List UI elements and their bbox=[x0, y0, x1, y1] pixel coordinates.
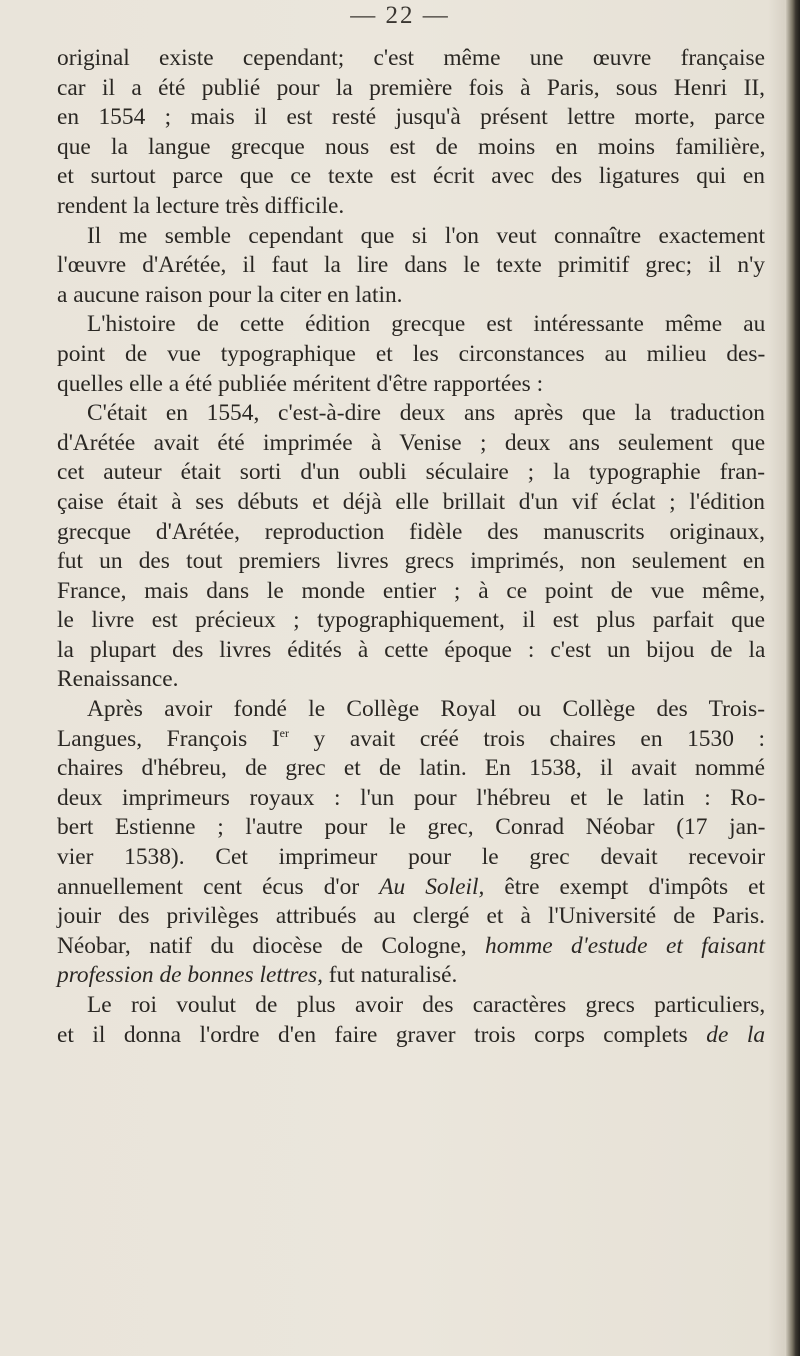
text-line bbox=[57, 547, 765, 577]
text-line bbox=[57, 340, 765, 370]
text-segment: que la langue grecque nous est de moins en moins familière, bbox=[57, 133, 766, 160]
text-line bbox=[57, 695, 765, 725]
text-line bbox=[57, 281, 765, 311]
text-line bbox=[57, 754, 765, 784]
text-segment: chaires d'hébreu, de grec et de latin. En 1538, il avait nommé bbox=[57, 755, 765, 782]
text-segment: et surtout parce que ce texte est écrit avec des ligatures qui en bbox=[57, 163, 765, 190]
text-segment: fut naturalisé. bbox=[322, 962, 458, 989]
text-segment: en 1554 ; mais il est resté jusqu'à présent lettre morte, parce bbox=[57, 104, 765, 131]
text-line bbox=[57, 162, 765, 192]
text-segment: Après avoir fondé le Collège Royal ou Collège des Trois- bbox=[87, 696, 765, 723]
page-edge-shadow bbox=[786, 0, 800, 1356]
italic-segment: Au Soleil, bbox=[379, 873, 485, 900]
text-segment: L'histoire de cette édition grecque est intéressante même au bbox=[87, 311, 766, 338]
text-segment: rendent la lecture très difficile. bbox=[57, 192, 345, 219]
italic-segment: profession de bonnes lettres, bbox=[57, 962, 323, 989]
text-line bbox=[57, 251, 765, 281]
text-segment: deux imprimeurs royaux : l'un pour l'hébreu et le latin : Ro- bbox=[57, 784, 766, 811]
page-number: — 22 — bbox=[350, 2, 450, 29]
text-line bbox=[57, 902, 765, 932]
text-line bbox=[57, 370, 765, 400]
text-segment: original existe cependant; c'est même une œuvre française bbox=[57, 45, 765, 71]
italic-segment: de la bbox=[706, 1021, 766, 1048]
text-line bbox=[57, 784, 765, 814]
text-line bbox=[57, 813, 765, 843]
text-line bbox=[57, 725, 765, 755]
text-segment: le livre est précieux ; typographiquement, il est plus parfait que bbox=[57, 607, 765, 634]
text-line bbox=[57, 843, 765, 873]
text-line bbox=[57, 74, 765, 104]
text-segment: vier 1538). Cet imprimeur pour le grec devait recevoir bbox=[57, 844, 765, 871]
text-line bbox=[57, 577, 765, 607]
text-segment: bert Estienne ; l'autre pour le grec, Conrad Néobar (17 jan- bbox=[57, 814, 766, 841]
text-line bbox=[57, 518, 765, 548]
text-line bbox=[57, 961, 765, 991]
text-segment: et il donna l'ordre d'en faire graver trois corps complets bbox=[57, 1021, 707, 1048]
text-line bbox=[57, 991, 765, 1021]
text-segment: d'Arétée avait été imprimée à Venise ; deux ans seulement que bbox=[57, 429, 766, 456]
text-line bbox=[57, 399, 765, 429]
text-segment: France, mais dans le monde entier ; à ce point de vue même, bbox=[57, 577, 766, 604]
text-segment: y avait créé trois chaires en 1530 : bbox=[288, 725, 765, 752]
body-text bbox=[57, 44, 765, 1050]
text-segment: Néobar, natif du diocèse de Cologne, bbox=[57, 932, 486, 959]
text-line bbox=[57, 665, 765, 695]
text-segment: être exempt d'impôts et bbox=[484, 873, 766, 900]
text-line bbox=[57, 1021, 765, 1051]
text-segment: fut un des tout premiers livres grecs imprimés, non seulement en bbox=[57, 548, 765, 575]
text-segment: C'était en 1554, c'est-à-dire deux ans après que la traduction bbox=[87, 400, 765, 427]
text-line bbox=[57, 222, 765, 252]
text-line bbox=[57, 310, 765, 340]
text-segment: annuellement cent écus d'or bbox=[57, 873, 380, 900]
text-segment: la plupart des livres édités à cette époque : c'est un bijou de la bbox=[57, 636, 766, 663]
text-line bbox=[57, 606, 765, 636]
text-segment: Le roi voulut de plus avoir des caractères grecs particuliers, bbox=[87, 992, 766, 1018]
text-segment: grecque d'Arétée, reproduction fidèle des manuscrits originaux, bbox=[57, 518, 765, 545]
text-line bbox=[57, 636, 765, 666]
text-segment: a aucune raison pour la citer en latin. bbox=[57, 281, 403, 308]
text-segment: quelles elle a été publiée méritent d'être rapportées : bbox=[57, 370, 544, 397]
text-segment: car il a été publié pour la première fois à Paris, sous Henri II, bbox=[57, 74, 765, 101]
text-line bbox=[57, 873, 765, 903]
text-line bbox=[57, 103, 765, 133]
text-segment: point de vue typographique et les circonstances au milieu des- bbox=[57, 340, 766, 367]
text-line bbox=[57, 488, 765, 518]
text-segment: Il me semble cependant que si l'on veut connaître exactement bbox=[87, 222, 765, 249]
text-line bbox=[57, 932, 765, 962]
text-segment: jouir des privilèges attribués au clergé et à l'Université de Paris. bbox=[57, 903, 765, 930]
text-segment: Renaissance. bbox=[57, 666, 179, 693]
text-line bbox=[57, 44, 765, 74]
text-line bbox=[57, 429, 765, 459]
text-line bbox=[57, 192, 765, 222]
text-segment: cet auteur était sorti d'un oubli séculaire ; la typographie fran- bbox=[57, 459, 766, 486]
text-line bbox=[57, 458, 765, 488]
text-line bbox=[57, 133, 765, 163]
text-segment: l'œuvre d'Arétée, il faut la lire dans le texte primitif grec; il n'y bbox=[57, 252, 765, 279]
superscript: er bbox=[279, 725, 289, 740]
italic-segment: homme d'estude et faisant bbox=[485, 932, 765, 959]
text-segment: Langues, François I bbox=[57, 725, 280, 752]
text-segment: çaise était à ses débuts et déjà elle brillait d'un vif éclat ; l'édition bbox=[57, 488, 765, 515]
